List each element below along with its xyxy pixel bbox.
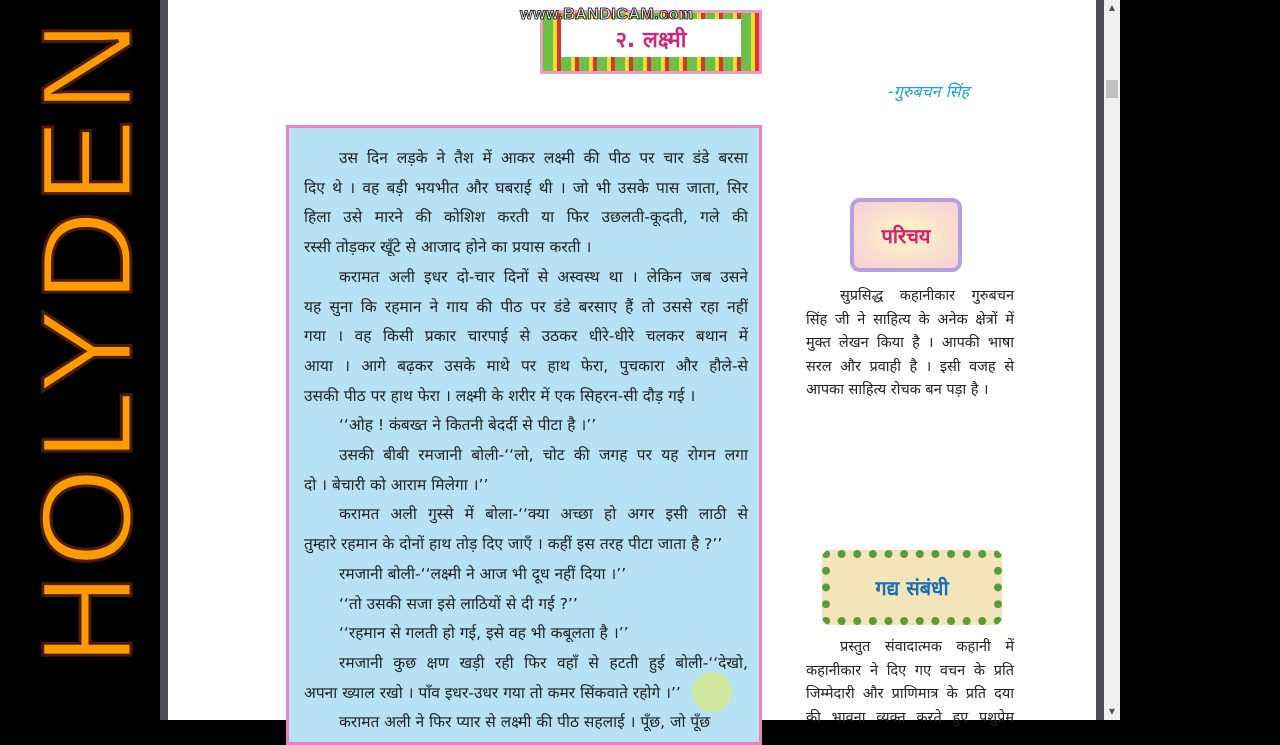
viewer-gutter: [160, 0, 168, 720]
story-line: अपना ख्याल रखो । पाँव इधर-उधर गया तो कमर सिंकवाते रहोगे ।’’: [304, 683, 681, 702]
prose-text-line: कहानीकार ने दिए गए वचन के प्रति: [806, 662, 1014, 679]
brand-watermark: HOLYDEN: [16, 14, 159, 666]
scroll-down-arrow-icon[interactable]: ▼: [1108, 707, 1116, 716]
prose-text-line: जिम्मेदारी और प्राणिमात्र के प्रति दया: [806, 686, 1014, 702]
story-line: उस दिन लड़के ने तैश में आकर लक्ष्मी की पीठ पर चार डंडे बरसा: [339, 149, 748, 167]
scroll-up-arrow-icon[interactable]: ▲: [1108, 3, 1116, 12]
left-overlay-panel: [0, 0, 160, 720]
intro-text-line: सिंह जी ने साहित्य के अनेक क्षेत्रों में: [806, 311, 1014, 328]
story-line: ‘‘रहमान से गलती हो गई, इसे वह भी कबूलता है ।’’: [339, 624, 629, 643]
document-page: [168, 0, 1096, 732]
story-line: रस्सी तोड़कर खूँटे से आजाद होने का प्रयास करती ।: [304, 238, 592, 257]
recorder-watermark: www.BANDICAM.com: [520, 6, 694, 23]
intro-text-line: सरल और प्रवाही है । इसी वजह से: [806, 358, 1014, 375]
story-line: करामत अली ने फिर प्यार से लक्ष्मी की पीठ सहलाई । पूँछ, जो पूँछ: [339, 713, 711, 732]
viewer-gutter-right: [1096, 0, 1104, 720]
story-line: हिला उसे मारने की कोशिश करती या फिर उछलती-कूदती, गले की: [304, 208, 748, 227]
story-line: उसकी पीठ पर हाथ फेरा । लक्ष्मी के शरीर में एक सिहरन-सी दौड़ गई ।: [304, 386, 696, 405]
story-line: उसकी बीबी रमजानी बोली-‘‘लो, चोट की जगह पर यह रोगन लगा: [339, 446, 748, 464]
story-line: गया । वह किसी प्रकार चारपाई से उठकर धीरे-धीरे चलकर बथान में: [304, 327, 748, 346]
story-line: दो । बेचारी को आराम मिलेगा ।’’: [304, 475, 489, 494]
story-line: ‘‘तो उसकी सजा इसे लाठियों से दी गई ?’’: [339, 594, 578, 613]
chapter-title: २. लक्ष्मी: [561, 19, 741, 57]
story-box: [286, 125, 762, 745]
story-line: यह सुना कि रहमान ने गाय की पीठ पर डंडे बरसाए हैं तो उससे रहा नहीं: [304, 297, 748, 316]
vertical-scrollbar[interactable]: [1104, 0, 1120, 720]
story-line: तुम्हारे रहमान के दोनों हाथ तोड़ दिए जाएँ । कहीं इस तरह पीटा जाता है ?’’: [304, 535, 723, 554]
cursor-highlight: [692, 672, 732, 712]
story-line: करामत अली गुस्से में बोला-‘‘क्या अच्छा हो अगर इसी लाठी से: [339, 505, 748, 524]
prose-text-line: की भावना व्यक्त करते हुए पशुप्रेम: [806, 709, 1014, 726]
intro-badge: परिचय: [850, 198, 962, 272]
story-line: आया । आगे बढ़कर उसके माथे पर हाथ फेरा, पुचकारा और हौले-से: [304, 356, 748, 375]
right-black-panel: [1120, 0, 1280, 720]
intro-text-line: सुप्रसिद्ध कहानीकार गुरुबचन: [840, 288, 1014, 304]
intro-text-line: आपका साहित्य रोचक बन पड़ा है ।: [806, 382, 989, 398]
intro-text-line: मुक्त लेखन किया है । आपकी भाषा: [806, 335, 1014, 351]
author-name: -गुरुबचन सिंह: [888, 82, 970, 101]
story-line: ‘‘ओह ! कंबख्त ने कितनी बेदर्दी से पीटा है ।’’: [339, 416, 597, 435]
story-line: रमजानी कुछ क्षण खड़ी रही फिर वहाँ से हटती हुई बोली-‘‘देखो,: [339, 653, 748, 672]
scrollbar-thumb[interactable]: [1106, 80, 1118, 98]
story-line: रमजानी बोली-‘‘लक्ष्मी ने आज भी दूध नहीं दिया ।’’: [339, 564, 627, 583]
prose-badge: गद्य संबंधी: [822, 550, 1002, 625]
story-line: दिए थे । वह बड़ी भयभीत और घबराई थी । जो भी उसके पास जाता, सिर: [304, 178, 748, 197]
story-line: करामत अली इधर दो-चार दिनों से अस्वस्थ था । लेकिन जब उसने: [339, 267, 748, 286]
prose-text-line: प्रस्तुत संवादात्मक कहानी में: [840, 639, 1014, 655]
